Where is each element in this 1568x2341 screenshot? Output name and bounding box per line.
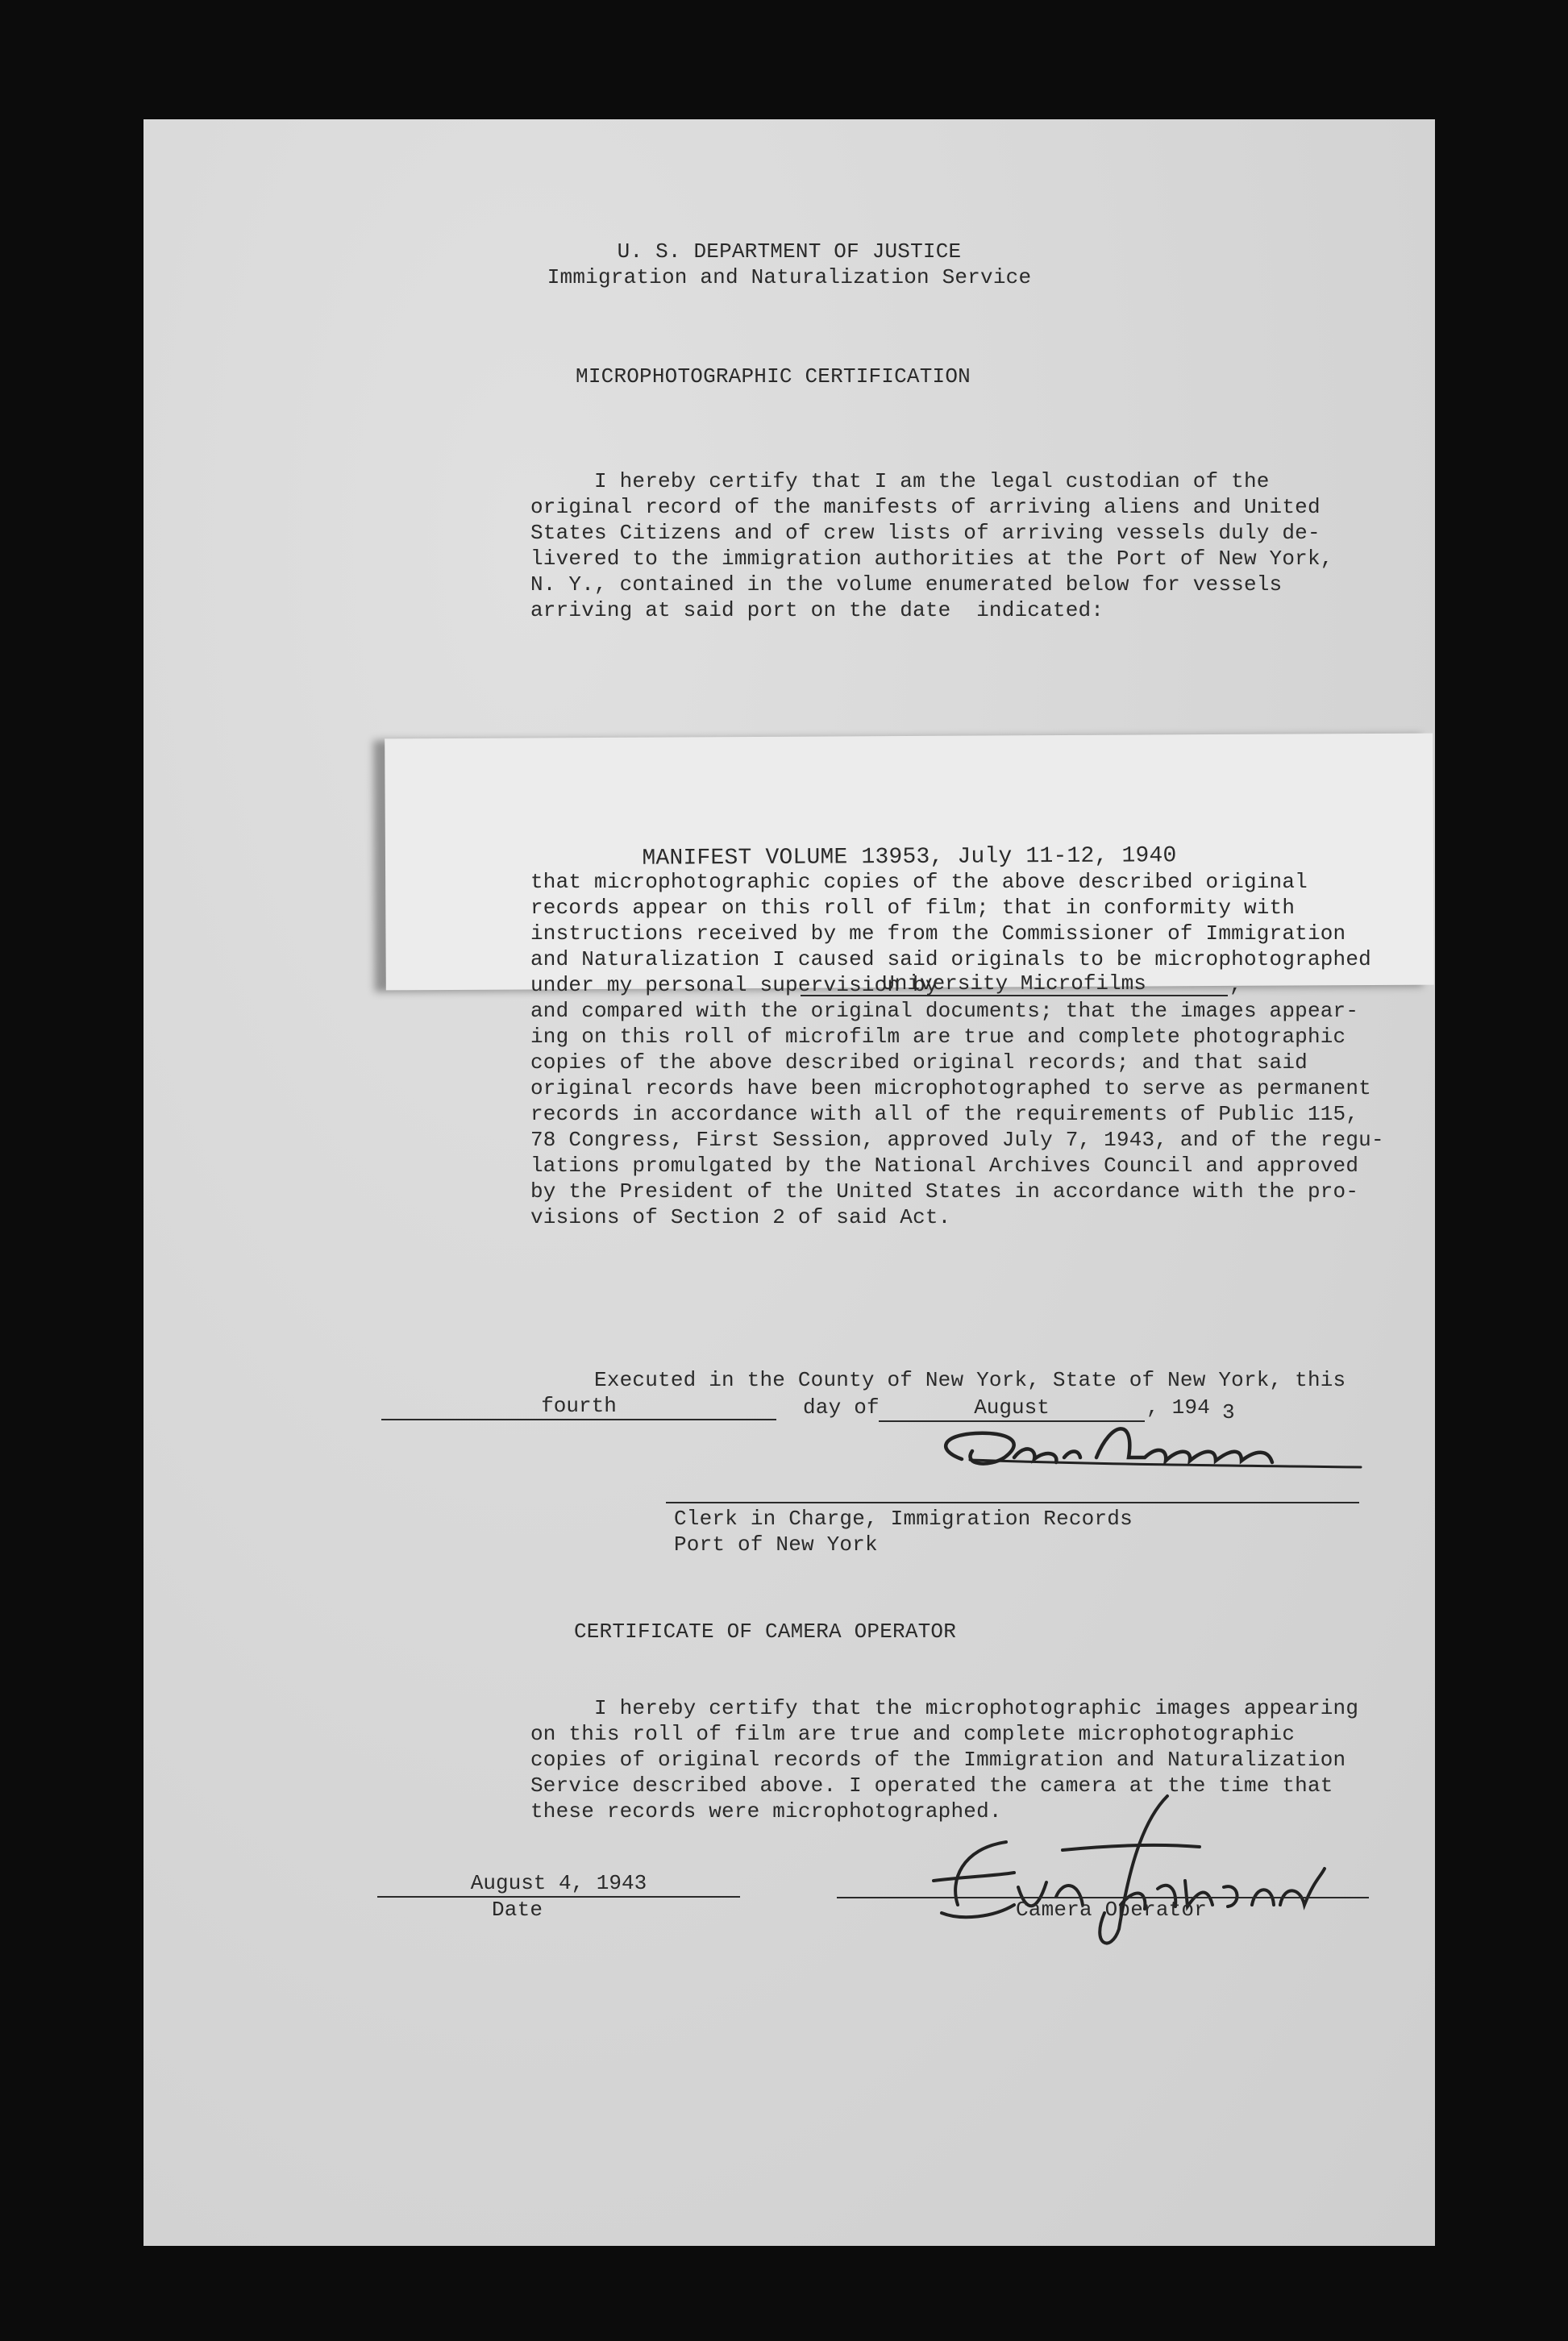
camera-date-field: August 4, 1943	[470, 1871, 647, 1895]
body-line: lations promulgated by the National Archives Council and approved	[530, 1154, 1359, 1178]
camera-line: copies of original records of the Immigration and Naturalization	[530, 1748, 1346, 1772]
intro-line: original record of the manifests of arriving aliens and United	[530, 495, 1321, 519]
body-line: and compared with the original documents; that the images appear-	[530, 999, 1359, 1023]
service-heading: Immigration and Naturalization Service	[547, 265, 1032, 289]
camera-certificate-title: CERTIFICATE OF CAMERA OPERATOR	[573, 1620, 957, 1644]
intro-line: arriving at said port on the date indicated:	[530, 598, 1104, 622]
intro-line: livered to the immigration authorities at the Port of New York,	[530, 547, 1333, 571]
day-underline	[381, 1419, 776, 1420]
camera-line: these records were microphotographed.	[530, 1799, 1002, 1823]
document-page	[143, 119, 1435, 2246]
clerk-signature	[796, 1329, 1377, 1522]
executed-line: Executed in the County of New York, State of New York, this	[530, 1368, 1346, 1392]
supervision-suffix: ,	[1229, 973, 1242, 997]
supervisor-field: University Microfilms	[882, 971, 1146, 996]
intro-line: States Citizens and of crew lists of arriving vessels duly de-	[530, 521, 1321, 545]
camera-line: Service described above. I operated the camera at the time that	[530, 1773, 1333, 1798]
camera-line: I hereby certify that the microphotographic images appearing	[530, 1696, 1359, 1720]
manifest-volume: MANIFEST VOLUME 13953, July 11-12, 1940	[642, 843, 1177, 871]
year-prefix: , 194	[1146, 1395, 1211, 1420]
intro-line: I hereby certify that I am the legal custodian of the	[530, 469, 1270, 493]
certification-title: MICROPHOTOGRAPHIC CERTIFICATION	[576, 364, 971, 389]
supervisor-underline	[801, 995, 1228, 996]
year-digit: 3	[1222, 1400, 1235, 1424]
body-line: 78 Congress, First Session, approved July 7, 1943, and of the regu-	[530, 1128, 1384, 1152]
intro-line: N. Y., contained in the volume enumerated below for vessels	[530, 572, 1283, 597]
body-line: ing on this roll of microfilm are true and complete photographic	[530, 1025, 1346, 1049]
body-line: and Naturalization I caused said originals to be microphotographed	[530, 947, 1371, 971]
camera-operator-label: Camera Operator	[1016, 1898, 1208, 1922]
body-line: that microphotographic copies of the above described original	[530, 870, 1308, 894]
body-line: records appear on this roll of film; that in conformity with	[530, 896, 1296, 920]
camera-date-underline	[377, 1896, 740, 1898]
camera-date-label: Date	[492, 1898, 543, 1922]
body-line: copies of the above described original records; and that said	[530, 1050, 1308, 1075]
day-of-label: day of	[803, 1395, 880, 1420]
body-line: instructions received by me from the Commissioner of Immigration	[530, 921, 1346, 946]
clerk-port: Port of New York	[674, 1532, 878, 1557]
body-line: original records have been microphotographed to serve as permanent	[530, 1076, 1371, 1100]
body-line: visions of Section 2 of said Act.	[530, 1205, 951, 1229]
month-field: August	[974, 1395, 1050, 1420]
camera-operator-signature	[821, 1792, 1385, 1953]
agency-heading: U. S. DEPARTMENT OF JUSTICE	[617, 239, 962, 264]
clerk-title: Clerk in Charge, Immigration Records	[674, 1507, 1133, 1531]
camera-line: on this roll of film are true and complete microphotographic	[530, 1722, 1296, 1746]
clerk-signature-line	[666, 1502, 1359, 1503]
body-line: by the President of the United States in accordance with the pro-	[530, 1179, 1359, 1204]
body-line: records in accordance with all of the requirements of Public 115,	[530, 1102, 1359, 1126]
day-field: fourth	[541, 1394, 617, 1418]
supervision-prefix: under my personal supervision by	[530, 973, 938, 997]
